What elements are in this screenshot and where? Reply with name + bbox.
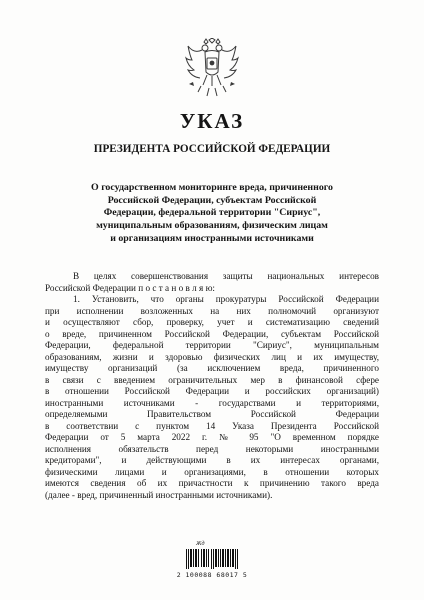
body-line: 1. Установить, что органы прокуратуры Российской Федерации bbox=[73, 294, 379, 304]
body-line: при исполнении возложенных на них полномочий организуют bbox=[45, 305, 379, 316]
decree-body bbox=[45, 271, 379, 501]
heading-line: муниципальным образованиям, физическим лицам bbox=[96, 220, 328, 232]
body-line: имуществу организаций (за исключением вреда, причиненного bbox=[45, 363, 379, 373]
body-line: Федерации от 5 марта 2022 г. № 95 "О временном порядке bbox=[45, 432, 379, 442]
heading-line: О государственном мониторинге вреда, причиненного bbox=[91, 182, 333, 193]
body-line: Российской Федерации п о с т а н о в л я ю: bbox=[45, 282, 215, 293]
body-line: в связи с введением ограничительных мер в финансовой сфере bbox=[45, 374, 379, 385]
decree-subtitle: ПРЕЗИДЕНТА РОССИЙСКОЙ ФЕДЕРАЦИИ bbox=[93, 143, 331, 155]
heading-line: Российской Федерации, субъектам Российской bbox=[107, 194, 317, 206]
body-line: в отношении Российской Федерации и российских организаций) bbox=[45, 386, 379, 396]
decree-title: УКАЗ bbox=[179, 109, 245, 133]
double-headed-eagle-emblem-icon bbox=[185, 38, 239, 98]
decree-heading bbox=[40, 182, 384, 246]
body-line: и осуществляют сбор, проверку, учет и систематизацию сведений bbox=[45, 317, 379, 327]
heading-line: Федерации, федеральной территории "Сириус", bbox=[103, 207, 321, 219]
body-line: Федерации, федеральной территории "Сириус", муниципальным bbox=[45, 340, 379, 350]
barcode-number: 2 100088 68017 5 bbox=[176, 571, 248, 579]
body-line: иностранными источниками - государствами и территориями, bbox=[45, 397, 379, 408]
body-line: образованиям, жизни и здоровью физических лиц и их имуществу, bbox=[45, 351, 379, 362]
barcode-icon bbox=[185, 549, 239, 569]
body-line: имеются сведения об их причастности к причинению такого вреда bbox=[45, 478, 379, 488]
signature-mark: Жд bbox=[196, 541, 205, 547]
body-line: кредиторами", и действующими в их интересах органами, bbox=[45, 455, 379, 465]
body-line: о вреде, причиненном Российской Федерации, субъектам Российской bbox=[45, 328, 379, 339]
body-line: физическими лицами и организациями, в отношении которых bbox=[45, 466, 379, 477]
body-line: (далее - вред, причиненный иностранными источниками). bbox=[45, 489, 273, 500]
heading-line: и организациям иностранными источниками bbox=[110, 232, 314, 244]
body-line: В целях совершенствования защиты национальных интересов bbox=[73, 271, 379, 281]
body-line: в соответствии с пунктом 14 Указа Президента Российской bbox=[45, 420, 379, 431]
body-line: определяемыми Правительством Российской Федерации bbox=[45, 409, 379, 419]
body-line: исполнения обязательств перед некоторыми иностранными bbox=[45, 443, 379, 454]
